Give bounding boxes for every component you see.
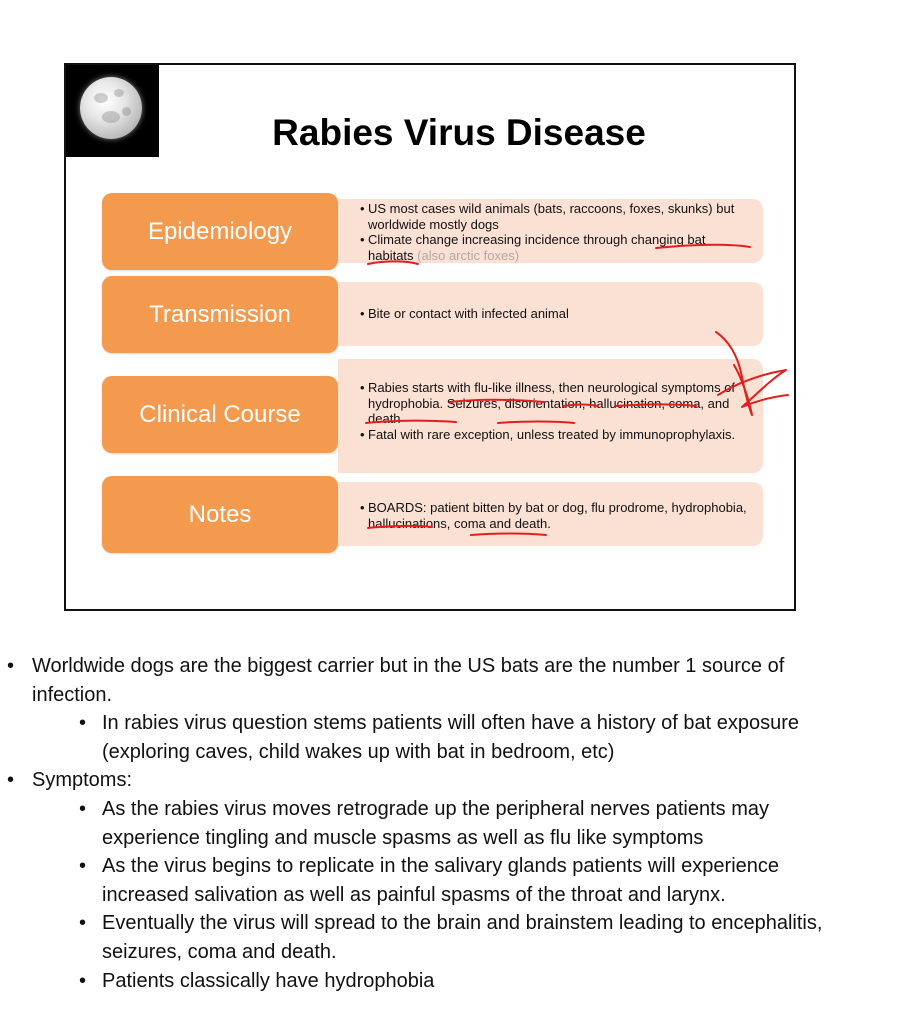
slide — [64, 63, 796, 611]
note-item-2: • In rabies virus question stems patients will often have a history of bat exposure (exploring caves, child wakes up with bat in bedroom, etc) — [0, 709, 914, 766]
note-item-4: • As the rabies virus moves retrograde up the peripheral nerves patients may experience tingling and muscle spasms as well as flu like symptoms — [0, 795, 914, 852]
note-item-1: • Worldwide dogs are the biggest carrier but in the US bats are the number 1 source of infection. — [0, 652, 914, 709]
moon-image — [66, 65, 159, 157]
bullet-epidemiology-2: • Climate change increasing incidence through changing bat habitats (also arctic foxes) — [368, 232, 753, 263]
panel-transmission — [338, 282, 763, 346]
panel-notes — [338, 482, 763, 546]
note-item-3: • Symptoms: — [0, 766, 914, 795]
bullet-clinical-1: • Rabies starts with flu-like illness, then neurological symptoms of hydrophobia. Seizures, disorientation, hallucination, coma, and death — [368, 380, 753, 427]
category-transmission: Transmission — [102, 276, 338, 353]
note-item-5: • As the virus begins to replicate in the salivary glands patients will experience increased salivation as well as painful spasms of the throat and larynx. — [0, 852, 914, 909]
category-notes: Notes — [102, 476, 338, 553]
bullet-epidemiology-1: • US most cases wild animals (bats, raccoons, foxes, skunks) but worldwide mostly dogs — [368, 201, 753, 232]
category-clinical-course: Clinical Course — [102, 376, 338, 453]
notes-list — [0, 652, 914, 995]
note-item-6: • Eventually the virus will spread to the brain and brainstem leading to encephalitis, seizures, coma and death. — [0, 909, 914, 966]
bullet-notes-1: • BOARDS: patient bitten by bat or dog, flu prodrome, hydrophobia, hallucinations, coma and death. — [368, 500, 753, 531]
bullet-clinical-2: • Fatal with rare exception, unless treated by immunoprophylaxis. — [368, 427, 753, 443]
note-item-7: • Patients classically have hydrophobia — [0, 967, 914, 996]
category-epidemiology: Epidemiology — [102, 193, 338, 270]
bullet-transmission-1: • Bite or contact with infected animal — [368, 306, 753, 322]
moon-icon — [80, 77, 142, 139]
panel-epidemiology — [338, 199, 763, 263]
panel-clinical-course — [338, 359, 763, 473]
slide-title: Rabies Virus Disease — [272, 112, 646, 153]
